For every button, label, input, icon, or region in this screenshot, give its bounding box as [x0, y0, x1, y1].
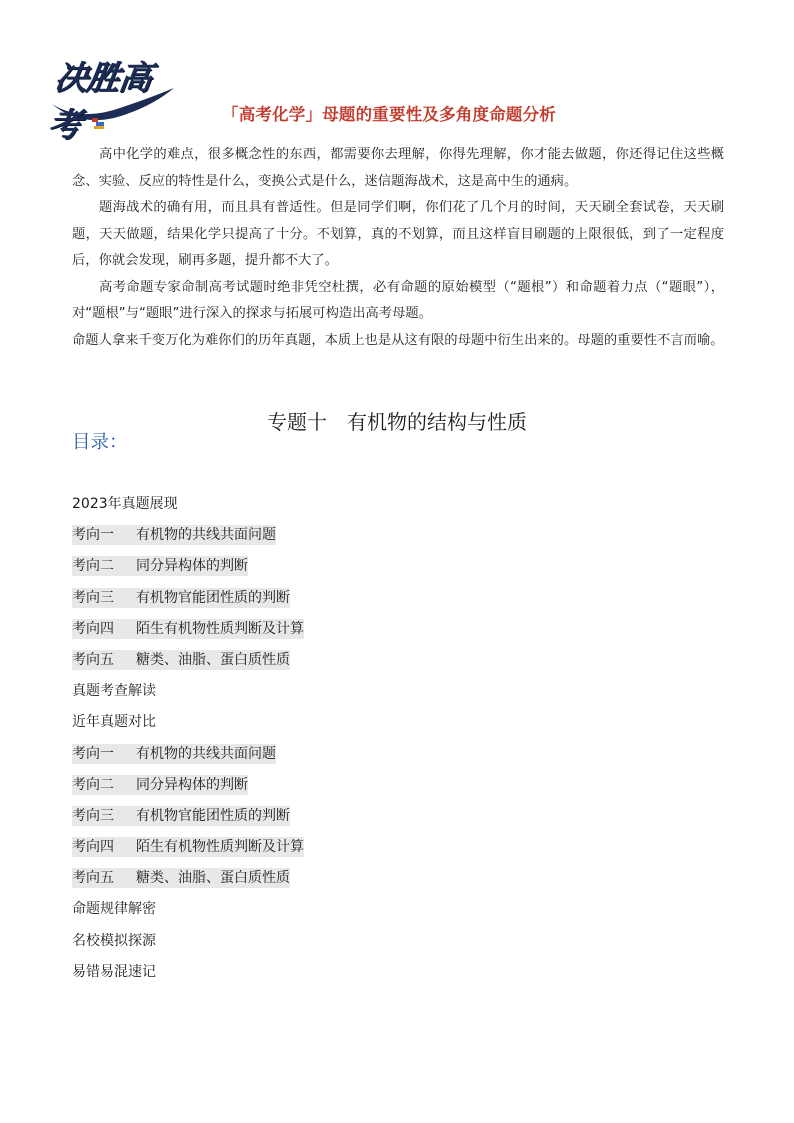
- toc-item-label: 有机物的共线共面问题: [136, 745, 276, 762]
- toc-item-label: 名校模拟探源: [72, 932, 156, 949]
- toc-item-label: 糖类、油脂、蛋白质性质: [136, 870, 290, 887]
- toc-item-label: 命题规律解密: [72, 901, 156, 918]
- table-of-contents: [72, 491, 304, 990]
- toc-item[interactable]: [72, 647, 304, 678]
- toc-item[interactable]: [72, 522, 304, 553]
- toc-item[interactable]: [72, 709, 304, 740]
- toc-item-label: 有机物官能团性质的判断: [136, 589, 290, 606]
- toc-item-label: 糖类、油脂、蛋白质性质: [136, 651, 290, 668]
- toc-item-tag: 考向一: [72, 527, 114, 544]
- document-header-title: 「高考化学」母题的重要性及多角度命题分析: [222, 105, 556, 124]
- toc-item[interactable]: [72, 865, 304, 896]
- toc-item-label: 有机物的共线共面问题: [136, 527, 276, 544]
- intro-paragraph: 题海战术的确有用，而且具有普适性。但是同学们啊，你们花了几个月的时间，天天刷全套试卷，天天刷题，天天做题，结果化学只提高了十分。不划算，真的不划算，而且这样盲目刷题的上限很低，到了一定程度后，你就会发现，刷再多题，提升都不大了。: [72, 200, 724, 268]
- intro-paragraph: 高考命题专家命制高考试题时绝非凭空杜撰，必有命题的原始模型（“题根”）和命题着力点（“题眼”），对“题根”与“题眼”进行深入的探求与拓展可构造出高考母题。: [72, 279, 724, 321]
- toc-item-label: 真题考查解读: [72, 683, 156, 700]
- toc-item[interactable]: [72, 491, 304, 522]
- toc-item-tag: 考向五: [72, 870, 114, 887]
- toc-item-tag: 考向四: [72, 839, 114, 856]
- toc-item-tag: 考向四: [72, 620, 114, 637]
- toc-item-label: 同分异构体的判断: [136, 776, 248, 793]
- toc-item-label: 2023年真题展现: [72, 496, 178, 512]
- brand-logo: [45, 52, 178, 144]
- toc-item-tag: 考向一: [72, 745, 114, 762]
- toc-item-tag: 考向二: [72, 558, 114, 575]
- toc-item[interactable]: [72, 928, 304, 959]
- intro-paragraph: 高中化学的难点，很多概念性的东西，都需要你去理解，你得先理解，你才能去做题，你还得记住这些概念、实验、反应的特性是什么，变换公式是什么，迷信题海战术，这是高中生的通病。: [72, 147, 724, 189]
- toc-item[interactable]: [72, 553, 304, 584]
- toc-item-label: 近年真题对比: [72, 714, 156, 731]
- toc-item[interactable]: [72, 772, 304, 803]
- toc-item-label: 有机物官能团性质的判断: [136, 807, 290, 824]
- toc-item[interactable]: [72, 803, 304, 834]
- brand-logo-text: 决胜高考: [45, 58, 154, 144]
- toc-item[interactable]: [72, 616, 304, 647]
- toc-item[interactable]: [72, 959, 304, 990]
- toc-item-tag: 考向三: [72, 807, 114, 824]
- intro-section: [72, 142, 724, 354]
- toc-item[interactable]: [72, 678, 304, 709]
- intro-paragraph: 命题人拿来千变万化为难你们的历年真题，本质上也是从这有限的母题中衍生出来的。母题的重要性不言而喻。: [72, 332, 724, 348]
- toc-heading: 目录：: [72, 432, 128, 453]
- toc-item[interactable]: [72, 585, 304, 616]
- toc-item-label: 同分异构体的判断: [136, 558, 248, 575]
- toc-item-tag: 考向二: [72, 776, 114, 793]
- toc-item-label: 陌生有机物性质判断及计算: [136, 839, 304, 856]
- toc-item-tag: 考向五: [72, 651, 114, 668]
- toc-item-label: 易错易混速记: [72, 963, 156, 980]
- toc-item[interactable]: [72, 741, 304, 772]
- topic-title: 专题十 有机物的结构与性质: [267, 410, 527, 434]
- toc-item[interactable]: [72, 896, 304, 927]
- toc-item[interactable]: [72, 834, 304, 865]
- toc-item-label: 陌生有机物性质判断及计算: [136, 620, 304, 637]
- toc-item-tag: 考向三: [72, 589, 114, 606]
